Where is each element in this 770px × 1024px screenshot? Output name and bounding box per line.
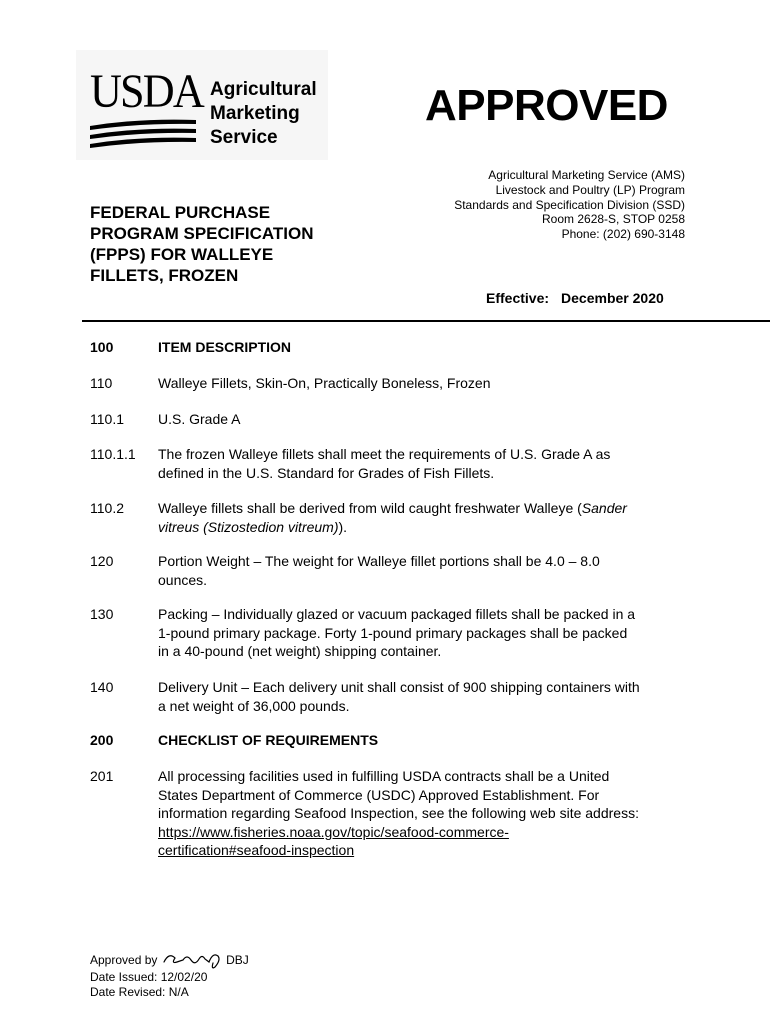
text-line: States Department of Commerce (USDC) Approved Establishment. For bbox=[158, 786, 600, 803]
agency-name bbox=[210, 78, 317, 150]
contact-line: Livestock and Poultry (LP) Program bbox=[495, 182, 685, 197]
title-line: (FPPS) FOR WALLEYE bbox=[90, 245, 274, 264]
text-line: ounces. bbox=[158, 571, 208, 588]
seafood-inspection-link[interactable]: certification#seafood-inspection bbox=[158, 842, 355, 858]
text-line: a net weight of 36,000 pounds. bbox=[158, 697, 350, 714]
text-line: All processing facilities used in fulfilling USDA contracts shall be a United bbox=[158, 768, 610, 784]
title-line: FEDERAL PURCHASE bbox=[90, 203, 271, 222]
effective-value: December 2020 bbox=[561, 290, 664, 306]
text-segment: Walleye fillets shall be derived from wild caught freshwater Walleye ( bbox=[158, 500, 582, 516]
text-line: Portion Weight – The weight for Walleye fillet portions shall be 4.0 – 8.0 bbox=[158, 553, 600, 569]
seafood-inspection-link[interactable]: https://www.fisheries.noaa.gov/topic/seafood-commerce- bbox=[158, 823, 509, 840]
section-text bbox=[158, 678, 688, 715]
effective-label: Effective: bbox=[486, 290, 550, 306]
text-line: in a 40-pound (net weight) shipping container. bbox=[158, 643, 442, 659]
section-text: Walleye Fillets, Skin-On, Practically Boneless, Frozen bbox=[158, 375, 491, 391]
section-text bbox=[158, 552, 688, 589]
species-name: Sander bbox=[581, 500, 627, 516]
section-text: U.S. Grade A bbox=[158, 411, 241, 427]
text-line: Delivery Unit – Each delivery unit shall consist of 900 shipping containers with bbox=[158, 679, 640, 695]
section-number: 110.1 bbox=[90, 411, 124, 427]
text-line: information regarding Seafood Inspection, see the following web site address: bbox=[158, 805, 639, 821]
agency-line-1: Agricultural bbox=[210, 79, 317, 100]
section-number: 130 bbox=[90, 606, 114, 622]
contact-line: Standards and Specification Division (SSD) bbox=[454, 197, 685, 212]
effective-date bbox=[486, 290, 664, 306]
section-number: 100 bbox=[90, 339, 114, 355]
text-line: defined in the U.S. Standard for Grades of Fish Fillets. bbox=[158, 464, 495, 481]
text-line: The frozen Walleye fillets shall meet the requirements of U.S. Grade A as bbox=[158, 446, 611, 462]
title-line: FILLETS, FROZEN bbox=[90, 266, 239, 285]
section-number: 110 bbox=[90, 375, 113, 391]
section-text bbox=[158, 605, 688, 661]
contact-line: Phone: (202) 690-3148 bbox=[561, 227, 685, 242]
signature-icon bbox=[161, 950, 223, 970]
section-heading: CHECKLIST OF REQUIREMENTS bbox=[158, 732, 379, 748]
contact-block bbox=[454, 168, 685, 242]
approval-block bbox=[90, 950, 249, 999]
section-number: 110.2 bbox=[90, 500, 124, 516]
section-number: 110.1.1 bbox=[90, 446, 136, 462]
usda-wordmark: USDA bbox=[90, 65, 203, 118]
title-line: PROGRAM SPECIFICATION bbox=[90, 224, 314, 243]
section-number: 120 bbox=[90, 553, 114, 569]
agency-line-2: Marketing bbox=[210, 103, 300, 124]
approved-stamp: APPROVED bbox=[425, 81, 668, 130]
section-number: 140 bbox=[90, 679, 114, 695]
approved-by-label: Approved by bbox=[90, 953, 158, 967]
species-name: vitreus (Stizostedion vitreum) bbox=[158, 518, 339, 535]
section-number: 200 bbox=[90, 732, 114, 748]
section-text bbox=[158, 445, 688, 482]
approver-initials: DBJ bbox=[226, 953, 249, 967]
agency-line-3: Service bbox=[210, 127, 278, 148]
section-text bbox=[158, 499, 688, 536]
section-text bbox=[158, 767, 688, 860]
contact-line: Agricultural Marketing Service (AMS) bbox=[488, 168, 685, 182]
date-issued: Date Issued: 12/02/20 bbox=[90, 970, 208, 984]
usda-ams-logo bbox=[76, 50, 328, 160]
contact-line: Room 2628-S, STOP 0258 bbox=[542, 212, 685, 227]
usda-swoosh-icon bbox=[90, 116, 196, 150]
section-number: 201 bbox=[90, 768, 114, 784]
date-revised: Date Revised: N/A bbox=[90, 984, 189, 999]
text-line: 1-pound primary package. Forty 1-pound primary packages shall be packed bbox=[158, 624, 628, 641]
text-segment: ). bbox=[338, 518, 348, 535]
document-title bbox=[90, 202, 314, 286]
text-line: Packing – Individually glazed or vacuum packaged fillets shall be packed in a bbox=[158, 606, 636, 622]
section-heading: ITEM DESCRIPTION bbox=[158, 339, 292, 355]
header-divider bbox=[82, 320, 770, 322]
